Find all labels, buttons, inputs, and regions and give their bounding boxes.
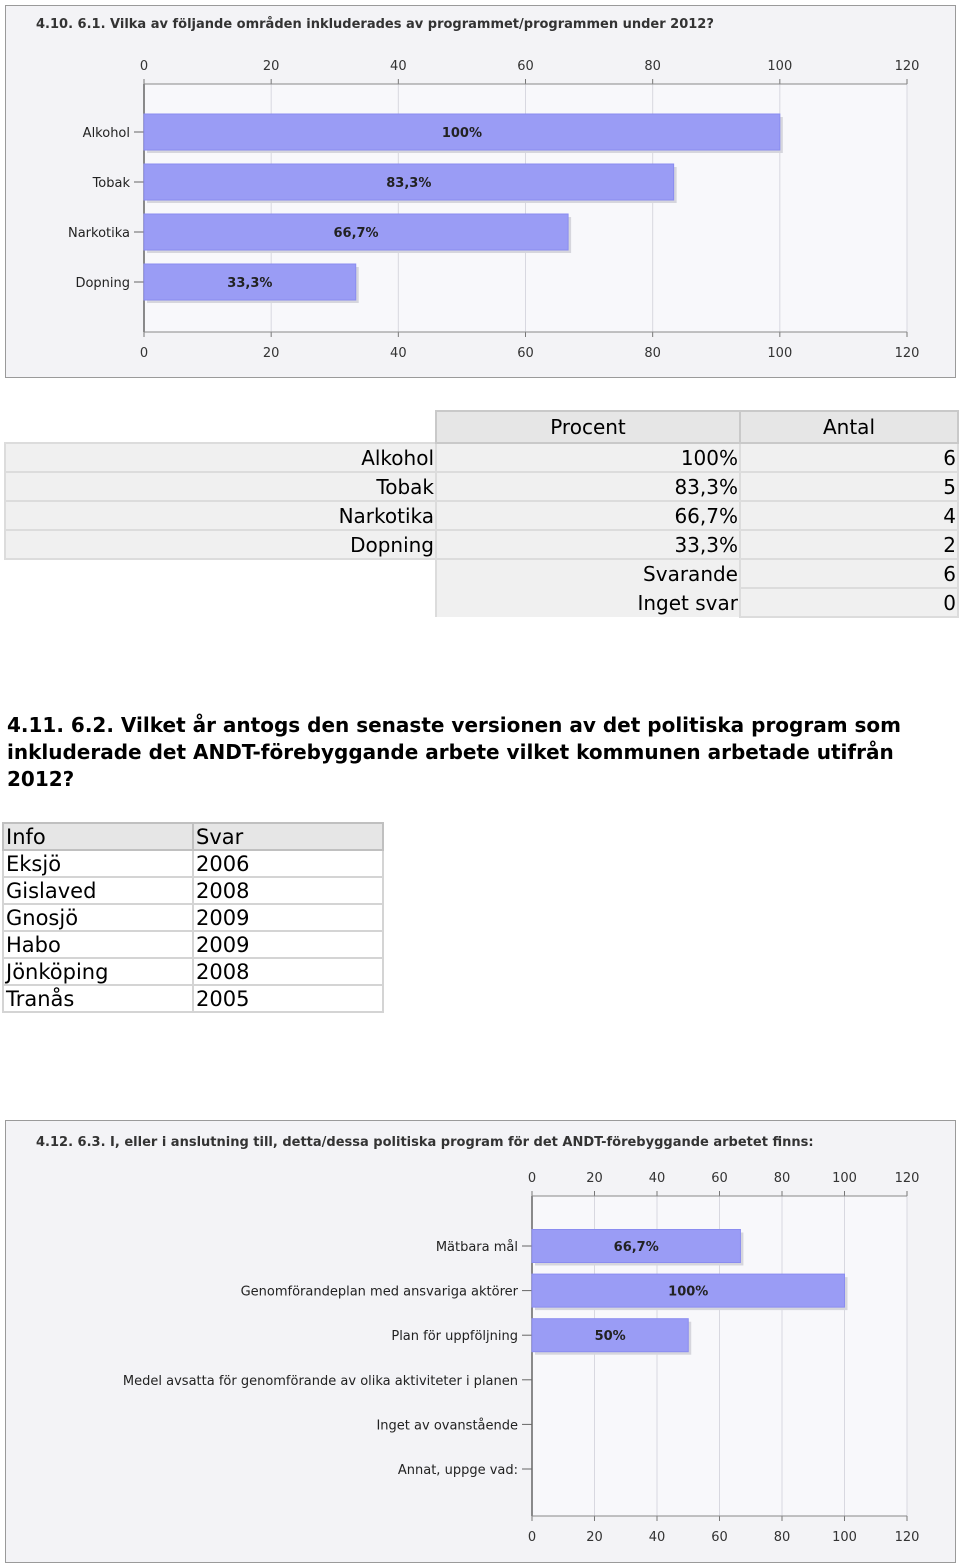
category-label: Annat, uppge vad: bbox=[397, 1463, 518, 1478]
tick-label-top: 0 bbox=[527, 1171, 537, 1186]
tick-label-top: 60 bbox=[711, 1171, 728, 1186]
tick-label-bottom: 80 bbox=[773, 1530, 791, 1545]
data-label: 100% bbox=[668, 1284, 709, 1300]
tick-label-top: 100 bbox=[832, 1171, 857, 1186]
tick-label-bottom: 0 bbox=[139, 346, 149, 361]
tick-label-top: 20 bbox=[262, 59, 280, 74]
tick-label-bottom: 120 bbox=[894, 346, 920, 361]
data-label: 100% bbox=[441, 126, 483, 141]
table-row bbox=[3, 877, 383, 904]
municipality-cell: Tranås bbox=[3, 985, 193, 1012]
header-svar: Svar bbox=[193, 823, 383, 850]
category-label: Tobak bbox=[92, 176, 130, 191]
row-count: 2 bbox=[740, 530, 958, 559]
tick-label-top: 20 bbox=[586, 1171, 603, 1186]
tick-label-bottom: 20 bbox=[262, 346, 280, 361]
row-percent: 100% bbox=[436, 443, 740, 472]
table-row bbox=[5, 472, 958, 501]
row-percent: 33,3% bbox=[436, 530, 740, 559]
category-label: Plan för uppföljning bbox=[391, 1329, 518, 1345]
row-percent: 83,3% bbox=[436, 472, 740, 501]
municipality-cell: Jönköping bbox=[3, 958, 193, 985]
row-percent: 66,7% bbox=[436, 501, 740, 530]
chart-program-contents bbox=[5, 1120, 956, 1563]
table-row bbox=[5, 501, 958, 530]
tick-label-top: 40 bbox=[390, 59, 407, 74]
category-label: Inget av ovanstående bbox=[376, 1418, 518, 1434]
row-count: 6 bbox=[740, 443, 958, 472]
table-row bbox=[3, 931, 383, 958]
chart-title: 4.12. 6.3. I, eller i anslutning till, detta/dessa politiska program för det ANDT-förebyggande arbetet finns: bbox=[36, 1135, 814, 1150]
tick-label-top: 100 bbox=[767, 59, 793, 74]
footer-label: Inget svar bbox=[436, 588, 740, 617]
municipality-cell: Gnosjö bbox=[3, 904, 193, 931]
year-cell: 2008 bbox=[193, 877, 383, 904]
data-label: 66,7% bbox=[613, 1240, 659, 1255]
footer-row bbox=[5, 588, 958, 617]
header-info: Info bbox=[3, 823, 193, 850]
year-cell: 2005 bbox=[193, 985, 383, 1012]
year-cell: 2008 bbox=[193, 958, 383, 985]
table-row bbox=[5, 530, 958, 559]
tick-label-top: 40 bbox=[648, 1171, 666, 1186]
tick-label-bottom: 40 bbox=[648, 1530, 666, 1545]
row-label: Tobak bbox=[5, 472, 436, 501]
year-cell: 2006 bbox=[193, 850, 383, 877]
tick-label-top: 120 bbox=[894, 59, 920, 74]
footer-value: 0 bbox=[740, 588, 958, 617]
tick-label-top: 120 bbox=[894, 1171, 920, 1186]
municipality-cell: Habo bbox=[3, 931, 193, 958]
data-label: 33,3% bbox=[227, 276, 273, 291]
data-label: 66,7% bbox=[333, 226, 379, 241]
category-label: Mätbara mål bbox=[435, 1240, 518, 1255]
tick-label-top: 80 bbox=[773, 1171, 791, 1186]
tick-label-bottom: 120 bbox=[894, 1530, 920, 1545]
municipality-cell: Eksjö bbox=[3, 850, 193, 877]
category-label: Medel avsatta för genomförande av olika aktiviteter i planen bbox=[122, 1373, 518, 1389]
table-row bbox=[5, 443, 958, 472]
tick-label-bottom: 100 bbox=[767, 346, 793, 361]
municipality-cell: Gislaved bbox=[3, 877, 193, 904]
table-row bbox=[3, 850, 383, 877]
category-label: Dopning bbox=[75, 276, 130, 291]
tick-label-bottom: 60 bbox=[711, 1530, 728, 1545]
tick-label-bottom: 80 bbox=[644, 346, 661, 361]
tick-label-bottom: 0 bbox=[527, 1530, 537, 1545]
footer-label: Svarande bbox=[436, 559, 740, 588]
table-row bbox=[3, 985, 383, 1012]
tick-label-top: 80 bbox=[644, 59, 661, 74]
summary-table bbox=[4, 410, 959, 618]
data-label: 50% bbox=[594, 1329, 626, 1345]
header-procent: Procent bbox=[436, 411, 740, 443]
category-label: Genomförandeplan med ansvariga aktörer bbox=[240, 1284, 518, 1300]
category-label: Narkotika bbox=[67, 226, 130, 241]
tick-label-bottom: 20 bbox=[586, 1530, 603, 1545]
row-label: Dopning bbox=[5, 530, 436, 559]
answers-table bbox=[2, 822, 384, 1013]
table-row bbox=[3, 958, 383, 985]
header-antal: Antal bbox=[740, 411, 958, 443]
tick-label-top: 0 bbox=[139, 59, 149, 74]
category-label: Alkohol bbox=[82, 126, 130, 141]
tick-label-bottom: 60 bbox=[517, 346, 534, 361]
chart-areas-included bbox=[5, 5, 956, 378]
footer-row bbox=[5, 559, 958, 588]
table-row bbox=[3, 904, 383, 931]
chart-svg bbox=[6, 1121, 957, 1564]
data-label: 83,3% bbox=[386, 176, 432, 191]
year-cell: 2009 bbox=[193, 931, 383, 958]
tick-label-top: 60 bbox=[517, 59, 534, 74]
row-count: 4 bbox=[740, 501, 958, 530]
footer-value: 6 bbox=[740, 559, 958, 588]
tick-label-bottom: 40 bbox=[390, 346, 407, 361]
row-count: 5 bbox=[740, 472, 958, 501]
year-cell: 2009 bbox=[193, 904, 383, 931]
row-label: Narkotika bbox=[5, 501, 436, 530]
chart-svg bbox=[6, 6, 957, 379]
header-spacer bbox=[5, 411, 436, 443]
question-heading: 4.11. 6.2. Vilket år antogs den senaste versionen av det politiska program som inkluderade det ANDT-förebyggande arbete vilket kommunen arbetade utifrån 2012? bbox=[7, 713, 902, 791]
chart-title: 4.10. 6.1. Vilka av följande områden inkluderades av programmet/programmen under 2012? bbox=[36, 17, 714, 32]
table-header-row bbox=[3, 823, 383, 850]
row-label: Alkohol bbox=[5, 443, 436, 472]
tick-label-bottom: 100 bbox=[832, 1530, 857, 1545]
